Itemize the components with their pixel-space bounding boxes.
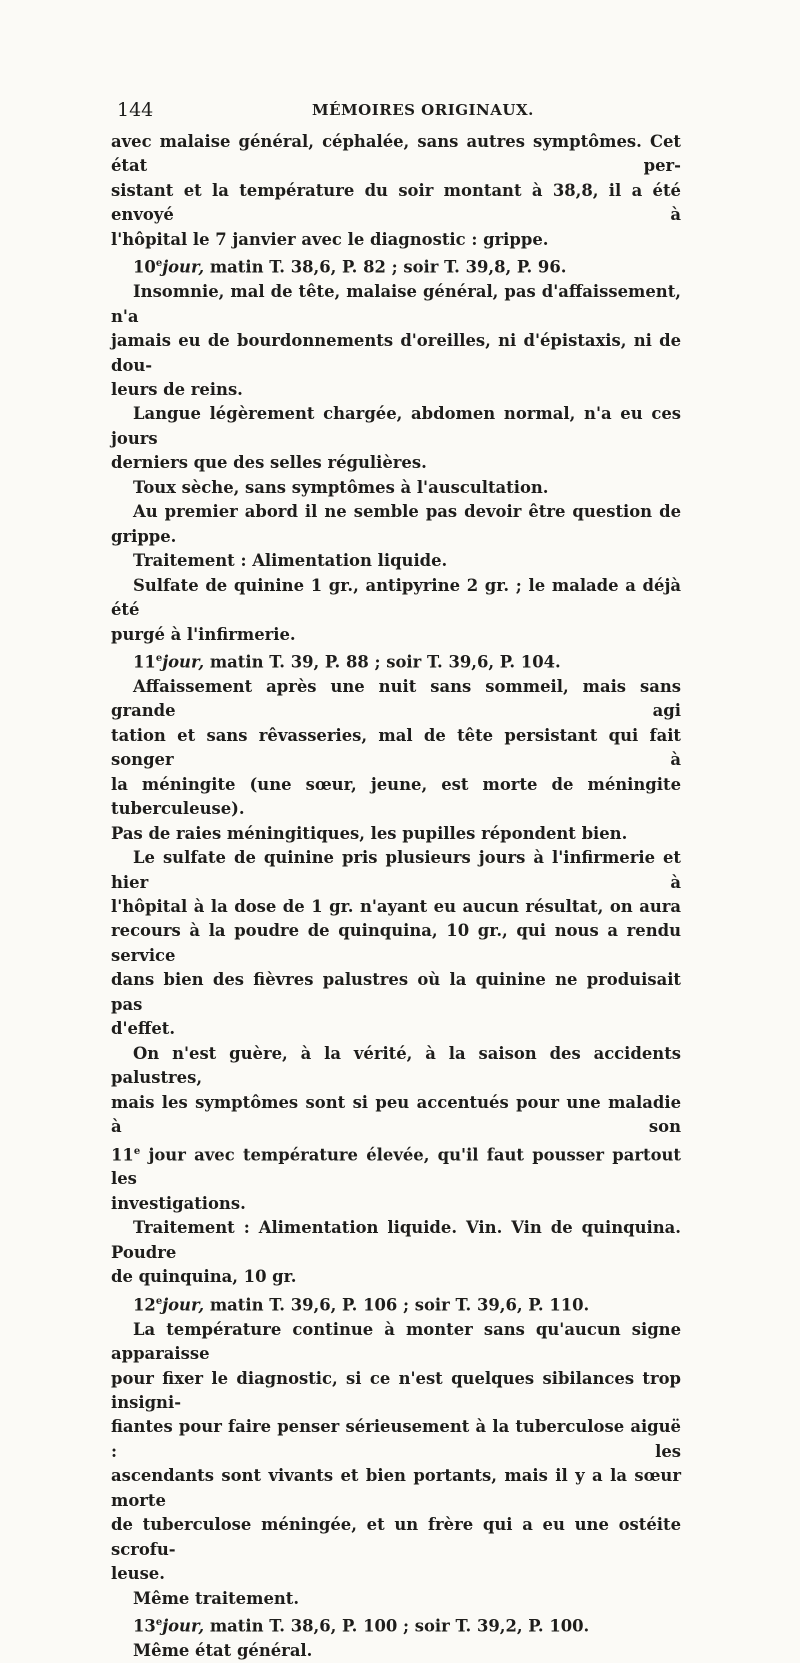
line-text: matin T. 38,6, P. 100 ; soir T. 39,2, P. 100. [204,1616,590,1636]
text-line: leurs de reins. [111,380,243,399]
text-line: dans bien des fièvres palustres où la quinine ne produisait pas [111,970,681,1014]
text-line: recours à la poudre de quinquina, 10 gr., qui nous a rendu service [111,921,681,965]
text-line: Pas de raies méningitiques, les pupilles répondent bien. [111,823,628,843]
text-line [111,1290,681,1318]
text-line: la méningite (une sœur, jeune, est morte de méningite tuberculeuse). [111,774,681,819]
text-line [111,1611,681,1639]
body-text [111,130,681,1663]
day-number: 12 [133,1295,156,1315]
text-line: Toux sèche, sans symptômes à l'auscultation. [133,477,549,497]
text-line: ascendants sont vivants et bien portants, mais il y a la sœur morte [111,1466,681,1510]
text-line: de tuberculose méningée, et un frère qui a eu une ostéite scrofu- [111,1515,681,1559]
text-line: La température continue à monter sans qu'aucun signe apparaisse [111,1319,681,1364]
page-number: 144 [117,99,154,121]
day-number: 11 [111,1144,134,1164]
text-line: Insomnie, mal de tête, malaise général, pas d'affaissement, n'a [111,282,681,326]
text-line: d'effet. [111,1019,176,1039]
line-text: matin T. 39, P. 88 ; soir T. 39,6, P. 104. [204,652,561,672]
text-line: investigations. [111,1193,246,1213]
ordinal-suffix: e [133,1145,141,1157]
day-label: jour, [162,652,205,672]
text-line: jamais eu de bourdonnements d'oreilles, ni d'épistaxis, ni de dou- [111,331,681,375]
text-line: de quinquina, 10 gr. [111,1267,297,1287]
line-text: jour avec température élevée, qu'il faut pousser partout les [111,1144,681,1189]
day-number: 13 [133,1616,156,1636]
line-text: matin T. 38,6, P. 82 ; soir T. 39,8, P. 96. [204,257,567,277]
text-line: avec malaise général, céphalée, sans autres symptômes. Cet état per- [111,132,681,176]
ordinal-suffix: e [155,652,163,664]
text-line: Traitement : Alimentation liquide. Vin. Vin de quinquina. Poudre [111,1218,681,1262]
line-text: matin T. 39,6, P. 106 ; soir T. 39,6, P. 110. [204,1295,590,1315]
text-line: fiantes pour faire penser sérieusement à la tuberculose aiguë : les [111,1417,681,1461]
text-line: Affaissement après une nuit sans sommeil, mais sans grande agi [111,676,681,721]
ordinal-suffix: e [155,258,163,270]
text-line: Au premier abord il ne semble pas devoir être question de grippe. [111,502,681,546]
text-line: Même traitement. [133,1588,300,1608]
day-label: jour, [162,1295,205,1315]
day-number: 10 [133,257,156,277]
text-line: Sulfate de quinine 1 gr., antipyrine 2 gr. ; le malade a déjà été [111,575,681,620]
text-line: sistant et la température du soir montant à 38,8, il a été envoyé à [111,180,681,225]
text-line: pour fixer le diagnostic, si ce n'est quelques sibilances trop insigni- [111,1368,681,1412]
ordinal-suffix: e [155,1295,163,1307]
text-line [111,647,681,675]
text-line: Le sulfate de quinine pris plusieurs jours à l'infirmerie et hier à [111,848,681,892]
text-line: mais les symptômes sont si peu accentués pour une maladie à son [111,1092,681,1137]
text-line [111,252,681,280]
day-label: jour, [162,257,205,277]
text-line: tation et sans rêvasseries, mal de tête persistant qui fait songer à [111,725,681,770]
ordinal-suffix: e [155,1617,163,1629]
text-line: l'hôpital le 7 janvier avec le diagnostic : grippe. [111,229,549,249]
text-line: derniers que des selles régulières. [111,453,427,473]
running-title: MÉMOIRES ORIGINAUX. [312,101,534,119]
text-line: Langue légèrement chargée, abdomen normal, n'a eu ces jours [111,404,681,448]
text-line: On n'est guère, à la vérité, à la saison des accidents palustres, [111,1043,681,1088]
text-line [111,1140,681,1192]
text-line: purgé à l'infirmerie. [111,624,296,644]
text-line: leuse. [111,1564,165,1584]
day-label: jour, [162,1616,205,1636]
day-number: 11 [133,652,156,672]
text-line: Même état général. [133,1640,313,1660]
page-header [117,99,677,123]
text-line: l'hôpital à la dose de 1 gr. n'ayant eu aucun résultat, on aura [111,896,681,916]
text-line: Traitement : Alimentation liquide. [133,551,448,571]
